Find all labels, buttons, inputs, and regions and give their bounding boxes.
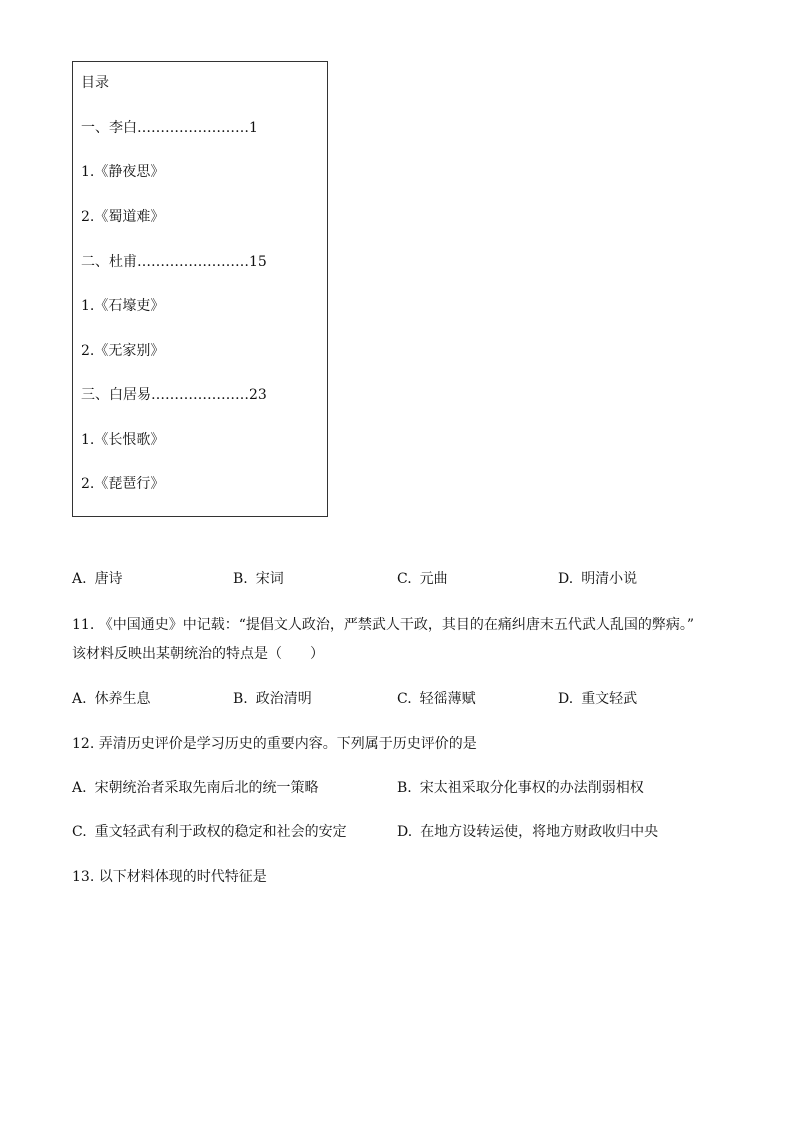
- option-letter: A.: [72, 780, 87, 796]
- toc-entry: 2.《琵琶行》: [81, 476, 165, 492]
- toc-entry: 三、白居易…………………23: [81, 387, 267, 403]
- q12-option-a[interactable]: [72, 779, 319, 797]
- option-text: 宋朝统治者采取先南后北的统一策略: [94, 780, 319, 796]
- option-letter: C.: [397, 571, 412, 587]
- toc-title: 目录: [81, 75, 109, 91]
- option-text: 宋词: [255, 571, 284, 587]
- option-text: 宋太祖采取分化事权的办法削弱相权: [419, 780, 644, 796]
- toc-entry: 一、李白……………………1: [81, 120, 258, 136]
- option-letter: B.: [233, 691, 248, 707]
- option-text: 重文轻武: [581, 691, 638, 707]
- option-text: 休养生息: [94, 691, 151, 707]
- q10-option-c[interactable]: [397, 570, 448, 588]
- option-text: 在地方设转运使，将地方财政收归中央: [420, 824, 659, 840]
- q11-stem-line2: 该材料反映出某朝统治的特点是（ ）: [72, 646, 324, 662]
- toc-entry: 1.《静夜思》: [81, 164, 165, 180]
- q12-option-c[interactable]: [72, 823, 347, 841]
- option-letter: D.: [558, 571, 574, 587]
- q12-option-b[interactable]: [397, 779, 644, 797]
- option-text: 轻徭薄赋: [419, 691, 476, 707]
- option-letter: D.: [397, 824, 413, 840]
- toc-entry: 2.《蜀道难》: [81, 209, 165, 225]
- q12-option-d[interactable]: [397, 823, 658, 841]
- toc-entry: 2.《无家别》: [81, 343, 165, 359]
- q12-stem: 12. 弄清历史评价是学习历史的重要内容。下列属于历史评价的是: [72, 736, 477, 752]
- option-letter: A.: [72, 691, 87, 707]
- option-letter: D.: [558, 691, 574, 707]
- option-text: 唐诗: [94, 571, 123, 587]
- option-text: 明清小说: [581, 571, 638, 587]
- toc-entry: 1.《长恨歌》: [81, 432, 165, 448]
- q10-option-a[interactable]: [72, 570, 123, 588]
- option-text: 元曲: [419, 571, 448, 587]
- q11-option-a[interactable]: [72, 690, 151, 708]
- option-text: 重文轻武有利于政权的稳定和社会的安定: [94, 824, 347, 840]
- q10-option-b[interactable]: [233, 570, 284, 588]
- option-letter: A.: [72, 571, 87, 587]
- option-text: 政治清明: [255, 691, 312, 707]
- q11-option-b[interactable]: [233, 690, 312, 708]
- q11-option-c[interactable]: [397, 690, 476, 708]
- toc-entry: 1.《石壕吏》: [81, 298, 165, 314]
- q13-stem: 13. 以下材料体现的时代特征是: [72, 869, 267, 885]
- toc-box: [72, 61, 328, 517]
- q11-stem-line1: 11. 《中国通史》中记载：“提倡文人政治，严禁武人干政，其目的在痛纠唐末五代武人乱国的弊病。”: [72, 617, 695, 633]
- option-letter: B.: [397, 780, 412, 796]
- q10-option-d[interactable]: [558, 570, 637, 588]
- q11-option-d[interactable]: [558, 690, 637, 708]
- toc-entry: 二、杜甫……………………15: [81, 254, 267, 270]
- option-letter: C.: [72, 824, 87, 840]
- option-letter: C.: [397, 691, 412, 707]
- option-letter: B.: [233, 571, 248, 587]
